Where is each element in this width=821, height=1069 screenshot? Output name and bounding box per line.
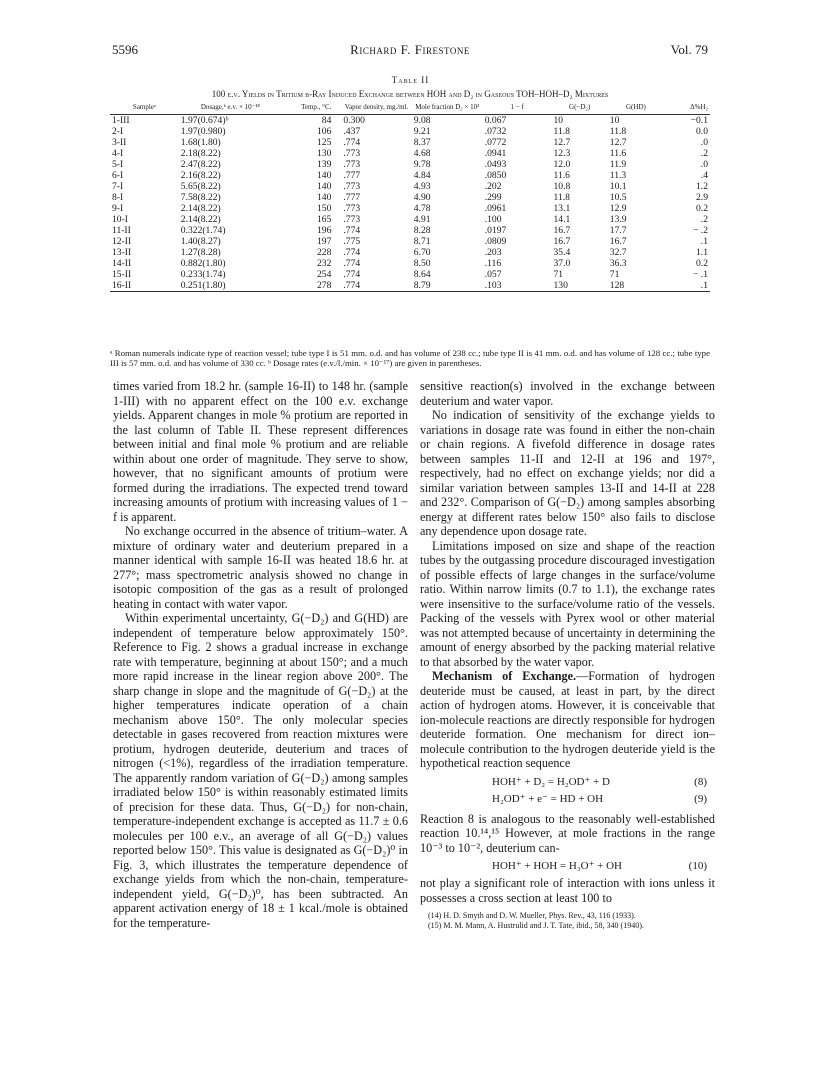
table-cell: .0 [700, 158, 708, 170]
table-cell: .0 [700, 136, 708, 148]
table-cell: .773 [343, 147, 361, 159]
table-row [110, 159, 710, 170]
table-cell: 5.65(8.22) [180, 180, 221, 192]
reference-14: (14) H. D. Smyth and D. W. Mueller, Phys. Rev., 43, 116 (1933). [428, 911, 636, 920]
table-cell: 150 [316, 202, 332, 214]
table-footnote: ᵃ Roman numerals indicate type of reaction vessel; tube type I is 51 mm. o.d. and has volume of 238 cc.; tube type II is 41 mm. o.d. and has volume of 128 cc.; tube type III is 57 mm. o.d. and has volume of 330 cc. ᵇ Dosage rates (e.v./l./min. × 10⁻¹⁷) are given in parentheses. [110, 348, 710, 369]
equation-9 [420, 792, 715, 809]
table-cell: 0.2 [696, 257, 708, 269]
table-cell: 0.251(1.80) [180, 279, 226, 291]
table-cell: 0.067 [484, 114, 507, 126]
table-cell: .775 [343, 235, 361, 247]
table-cell: 9.78 [413, 158, 431, 170]
table-cell: 8-I [112, 191, 124, 203]
table-row [110, 148, 710, 159]
paragraph: times varied from 18.2 hr. (sample 16-II) to 148 hr. (sample 1-III) with no apparent effect on the 100 e.v. exchange yields. Apparent changes in mole % protium are reported in the last column of Table II. These represent differences between initial and final mole % protium and are reliable within about one order of magnitude. They serve to show, however, that no significant amounts of protium were formed during the irradiations. The expected trend toward increasing amounts of protium with increasing values of 1 − f is apparent. [113, 379, 408, 524]
table-cell: 12.9 [609, 202, 627, 214]
table-cell: 140 [316, 180, 332, 192]
table-cell: .299 [484, 191, 502, 203]
table-cell: 6-I [112, 169, 124, 181]
table-cell: 71 [553, 268, 564, 280]
table-cell: .774 [343, 279, 361, 291]
table-cell: .0197 [484, 224, 507, 236]
table-row [110, 203, 710, 214]
col-header: Δ%H₂ [690, 103, 708, 111]
table-cell: 15-II [112, 268, 132, 280]
table-cell: .202 [484, 180, 502, 192]
table-cell: 13.1 [553, 202, 571, 214]
left-column [113, 379, 408, 930]
yields-table [110, 104, 710, 292]
equation-8 [420, 775, 715, 792]
table-title: 100 e.v. Yields in Tritium β-Ray Induced Exchange between HOH and D₂ in Gaseous TOH–HOH–D₂ Mixtures [211, 89, 609, 99]
table-cell: 2-I [112, 125, 124, 137]
table-cell: 7-I [112, 180, 124, 192]
table-cell: 140 [316, 191, 332, 203]
table-cell: 125 [316, 136, 332, 148]
table-cell: 1.40(8.27) [180, 235, 221, 247]
table-cell: 11.9 [609, 158, 627, 170]
table-cell: 8.37 [413, 136, 431, 148]
table-cell: .773 [343, 180, 361, 192]
table-cell: 1.97(0.980) [180, 125, 226, 137]
table-label: Table II [391, 75, 430, 85]
table-cell: 16.7 [553, 235, 571, 247]
paragraph: not play a significant role of interaction with ions unless it possesses a cross section at least 100 to [420, 876, 715, 905]
equation-10 [420, 859, 715, 876]
table-cell: 8.28 [413, 224, 431, 236]
table-cell: 13.9 [609, 213, 627, 225]
table-cell: 1.97(0.674)ᵇ [180, 114, 229, 126]
page-header [112, 42, 708, 60]
table-cell: − .2 [692, 224, 708, 236]
table-cell: 10 [609, 114, 620, 126]
table-cell: 12.3 [553, 147, 571, 159]
table-cell: .0961 [484, 202, 507, 214]
equation-text: H₂OD⁺ + e⁻ = HD + OH [492, 792, 604, 805]
table-cell: 4.78 [413, 202, 431, 214]
col-header: Mole fraction D₂ × 10² [415, 103, 480, 111]
table-cell: 4-I [112, 147, 124, 159]
table-cell: .0809 [484, 235, 507, 247]
table-cell: 5-I [112, 158, 124, 170]
paragraph: sensitive reaction(s) involved in the exchange between deuterium and water vapor. [420, 379, 715, 408]
col-header: Vapor density, mg./ml. [344, 103, 409, 111]
table-cell: .774 [343, 136, 361, 148]
table-cell: 128 [609, 279, 625, 291]
table-cell: .4 [700, 169, 708, 181]
table-cell: .774 [343, 224, 361, 236]
col-header: 1 − f [510, 103, 524, 111]
running-author: Richard F. Firestone [350, 42, 470, 57]
table-cell: .057 [484, 268, 502, 280]
equation-text: HOH⁺ + HOH = H₃O⁺ + OH [492, 860, 622, 872]
table-cell: 4.91 [413, 213, 431, 225]
table-cell: 2.14(8.22) [180, 202, 221, 214]
table-cell: 106 [316, 125, 332, 137]
table-cell: 71 [609, 268, 620, 280]
table-cell: 12.7 [609, 136, 627, 148]
table-cell: 130 [316, 147, 332, 159]
table-cell: 2.14(8.22) [180, 213, 221, 225]
table-cell: 8.50 [413, 257, 431, 269]
table-cell: .203 [484, 246, 502, 258]
table-cell: −0.1 [690, 114, 708, 126]
equation-number: (9) [694, 792, 707, 805]
table-cell: 4.68 [413, 147, 431, 159]
equation-number: (10) [688, 860, 707, 872]
table-cell: 10.1 [609, 180, 627, 192]
table-cell: 36.3 [609, 257, 627, 269]
table-cell: 4.84 [413, 169, 431, 181]
table-cell: 7.58(8.22) [180, 191, 221, 203]
table-cell: 165 [316, 213, 332, 225]
equation-text: HOH⁺ + D₂ = H₂OD⁺ + D [492, 775, 610, 788]
col-header: Temp., °C. [301, 103, 332, 111]
table-cell: .2 [700, 147, 708, 159]
table-cell: 1-III [112, 114, 130, 126]
paragraph: Reaction 8 is analogous to the reasonably well-established reaction 10.¹⁴,¹⁵ However, at mole fractions in the range 10⁻³ to 10⁻², deuterium can- [420, 811, 715, 855]
table-row [110, 247, 710, 258]
table-row [110, 269, 710, 280]
col-header: Dosage,ᵇ e.v. × 10⁻¹⁸ [200, 103, 260, 111]
table-cell: 14-II [112, 257, 132, 269]
table-cell: .774 [343, 268, 361, 280]
table-cell: 0.882(1.80) [180, 257, 226, 269]
table-cell: 84 [321, 114, 332, 126]
paragraph: Limitations imposed on size and shape of the reaction tubes by the outgassing procedure discouraged investigation of possible effects of large changes in the surface/volume ratio. Within narrow limits (0.7 to 1.1), the exchange rates were insensitive to the surface/volume ratio of the vessels. Packing of the vessels with Pyrex wool or other material was not attempted because of uncertainty in determining the amount of energy absorbed by the packing material relative to that absorbed by the water vapor. [420, 538, 715, 669]
table-cell: 11.8 [553, 125, 570, 137]
table-cell: 232 [316, 257, 332, 269]
table-cell: 0.300 [343, 114, 365, 126]
table-row [110, 280, 710, 292]
table-cell: 2.18(8.22) [180, 147, 221, 159]
table-row [110, 126, 710, 137]
table-cell: 10.5 [609, 191, 627, 203]
table-cell: 197 [316, 235, 332, 247]
table-cell: 1.27(8.28) [180, 246, 221, 258]
table-cell: .777 [343, 191, 361, 203]
table-cell: 37.0 [553, 257, 571, 269]
table-row [110, 258, 710, 269]
table-cell: 140 [316, 169, 332, 181]
table-cell: 12-II [112, 235, 132, 247]
table-cell: 2.9 [696, 191, 708, 203]
table-cell: .0941 [484, 147, 507, 159]
volume-label: Vol. 79 [670, 42, 708, 57]
paragraph: No indication of sensitivity of the exchange yields to variations in dosage rate was found in either the non-chain or chain regions. A fivefold difference in dosage rates between samples 11-II and 12-II at 196 and 197°, respectively, had no effect on exchange yields; nor did a similar variation between samples 13-II and 14-II at 228 and 232°. Comparison of G(−D₂) among samples absorbing energy at different rates below 150° also fails to disclose any dependence upon dosage rate. [420, 408, 715, 538]
table-cell: 11.6 [609, 147, 627, 159]
table-cell: 8.71 [413, 235, 431, 247]
table-cell: 1.1 [696, 246, 708, 258]
table-cell: .0732 [484, 125, 507, 137]
table-cell: 11-II [112, 224, 131, 236]
table-row [110, 236, 710, 247]
table-cell: .1 [700, 279, 708, 291]
right-column [420, 379, 715, 931]
table-cell: .0850 [484, 169, 507, 181]
table-cell: .0772 [484, 136, 507, 148]
table-cell: 11.8 [609, 125, 627, 137]
table-row [110, 225, 710, 236]
table-cell: .774 [343, 246, 361, 258]
table-cell: 2.47(8.22) [180, 158, 221, 170]
table-cell: .116 [484, 257, 502, 269]
table-cell: 0.322(1.74) [180, 224, 226, 236]
table-cell: 12.0 [553, 158, 571, 170]
paragraph: Within experimental uncertainty, G(−D₂) and G(HD) are independent of temperature below approximately 150°. Reference to Fig. 2 shows a gradual increase in exchange rate with temperature, beginning at about 150°; and a much more rapid increase in the linear region above 200°. The sharp change in slope and the magnitude of G(−D₂) at the higher temperatures indicate operation of a chain mechanism above 150°. The only molecular species detectable in gases recovered from reaction mixtures were protium, hydrogen deuteride, deuterium and traces of nitrogen (<1%), regardless of the irradiation temperature. The apparently random variation of G(−D₂) among samples irradiated below 150° is within reasonably estimated limits of precision for these data. Thus, G(−D₂) for non-chain, temperature-independent exchange is accepted as 11.7 ± 0.6 molecules per 100 e.v., an average of all G(−D₂) values reported below 150°. This value is designated as G(−D₂)⁰ in Fig. 3, which illustrates the temperature dependence of exchange yields from which the non-chain, temperature-independent yield, G(−D₂)⁰, has been subtracted. An apparent activation energy of 18 ± 1 kcal./mole is obtained for the temperature- [113, 611, 408, 930]
table-cell: 8.79 [413, 279, 431, 291]
table-cell: .0493 [484, 158, 507, 170]
table-cell: 10-I [112, 213, 128, 225]
table-cell: 2.16(8.22) [180, 169, 221, 181]
table-cell: 278 [316, 279, 332, 291]
table-cell: .773 [343, 158, 361, 170]
table-cell: 3-II [112, 136, 127, 148]
table-cell: 10 [553, 114, 564, 126]
table-cell: 4.93 [413, 180, 431, 192]
table-cell: 228 [316, 246, 332, 258]
paragraph: No exchange occurred in the absence of tritium–water. A mixture of ordinary water and deuterium prepared in a manner identical with sample 16-II was heated 18.6 hr. at 277°; mass spectrometric analysis showed no change in isotopic composition of the gas as a result of prolonged heating in contact with water vapor. [113, 524, 408, 611]
table-cell: 13-II [112, 246, 132, 258]
table-cell: 10.8 [553, 180, 571, 192]
table-cell: 9-I [112, 202, 124, 214]
paragraph [420, 669, 715, 771]
table-cell: 1.2 [696, 180, 708, 192]
table-row [110, 214, 710, 225]
table-cell: 254 [316, 268, 332, 280]
table-cell: 0.233(1.74) [180, 268, 226, 280]
table-cell: .1 [700, 235, 708, 247]
table-row [110, 181, 710, 192]
equation-number: (8) [694, 775, 707, 788]
table-cell: .103 [484, 279, 502, 291]
table-cell: 9.21 [413, 125, 431, 137]
table-cell: 16.7 [553, 224, 571, 236]
table-cell: .777 [343, 169, 361, 181]
table-row [110, 170, 710, 181]
table-row [110, 137, 710, 148]
table-cell: 196 [316, 224, 332, 236]
table-row [110, 114, 710, 126]
table-cell: 139 [316, 158, 332, 170]
table-cell: .773 [343, 202, 361, 214]
section-heading: Mechanism of Exchange. [432, 669, 577, 683]
references [420, 911, 715, 931]
table-cell: 0.2 [696, 202, 708, 214]
table-cell: − .1 [692, 268, 708, 280]
table-body [110, 114, 710, 291]
paragraph-text: —Formation of hydrogen deuteride must be caused, at least in part, by the direct action of hydrogen atoms. However, it is conceivable that ion-molecule reactions are directly responsible for hydrogen deuteride formation. One mechanism for direct ion–molecule contribution to the hydrogen deuteride yield is the hypothetical reaction sequence [420, 669, 715, 770]
table-cell: .2 [700, 213, 708, 225]
table-cell: 6.70 [413, 246, 431, 258]
table-cell: 12.7 [553, 136, 571, 148]
table-row [110, 192, 710, 203]
col-header: Sampleᵃ [132, 103, 156, 111]
table-cell: 9.08 [413, 114, 431, 126]
table-cell: .773 [343, 213, 361, 225]
table-cell: 16-II [112, 279, 132, 291]
col-header: G(HD) [626, 103, 646, 111]
col-header: G(−D₂) [569, 103, 591, 111]
table-cell: 8.64 [413, 268, 431, 280]
table-header-row [110, 104, 710, 114]
table-cell: 11.3 [609, 169, 627, 181]
table-cell: 14.1 [553, 213, 571, 225]
table-cell: 11.6 [553, 169, 570, 181]
table-cell: .774 [343, 257, 361, 269]
table-cell: 32.7 [609, 246, 627, 258]
table-cell: 130 [553, 279, 568, 291]
reference-15: (15) M. M. Mann, A. Hustrulid and J. T. Tate, ibid., 58, 340 (1940). [428, 921, 644, 930]
table-cell: .100 [484, 213, 502, 225]
table-cell: 11.8 [553, 191, 570, 203]
table-cell: 16.7 [609, 235, 627, 247]
table-cell: 1.68(1.80) [180, 136, 221, 148]
table-cell: 17.7 [609, 224, 627, 236]
table-cell: 0.0 [696, 125, 708, 137]
table-cell: .437 [343, 125, 361, 137]
table-cell: 35.4 [553, 246, 571, 258]
page-number: 5596 [112, 42, 138, 57]
table-cell: 4.90 [413, 191, 431, 203]
